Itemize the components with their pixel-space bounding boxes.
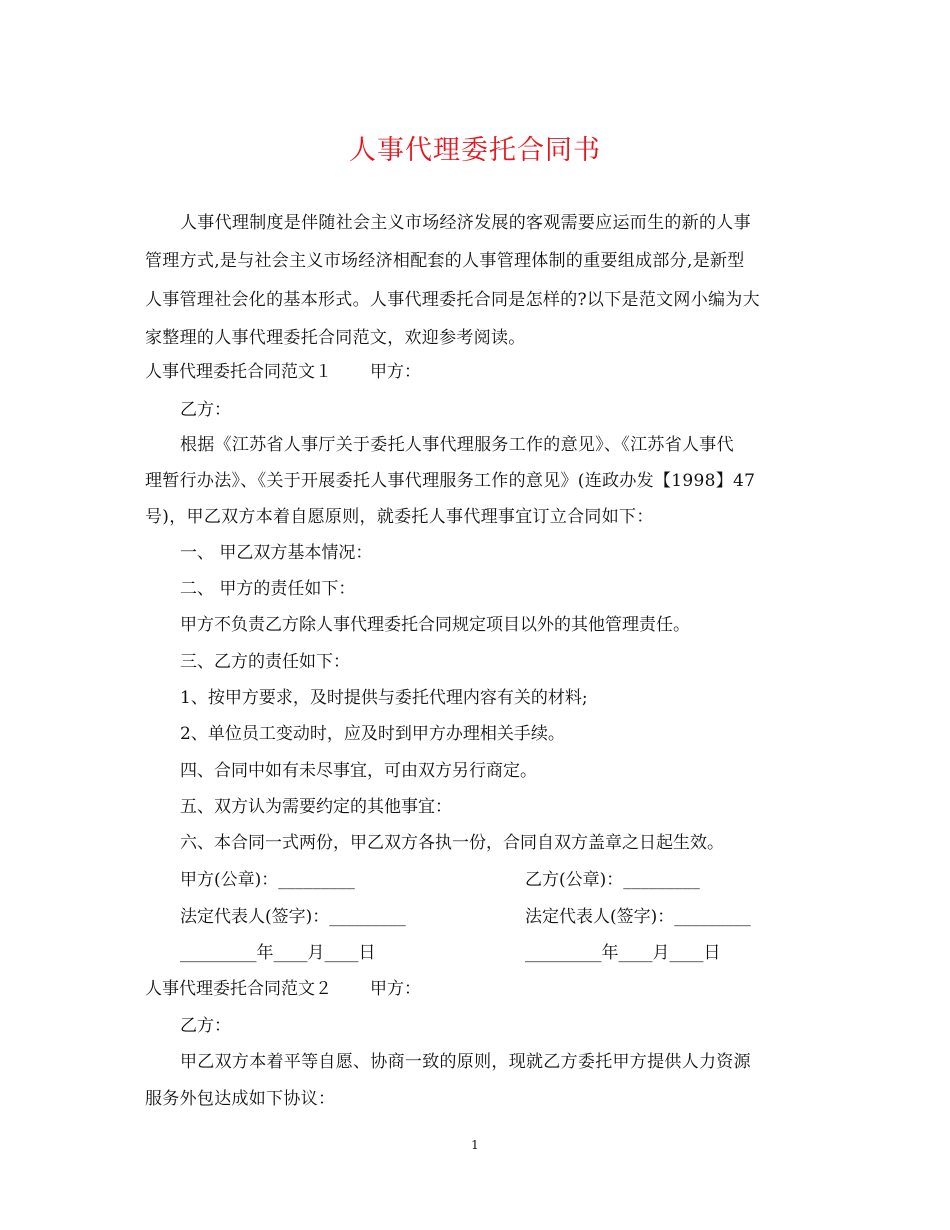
clause-item: 1、按甲方要求，及时提供与委托代理内容有关的材料; (180, 688, 588, 708)
clause-item: 二、 甲方的责任如下： (180, 579, 356, 599)
basis-line: 根据《江苏省人事厅关于委托人事代理服务工作的意见》、《江苏省人事代 (180, 435, 734, 455)
sample2-heading: 人事代理委托合同范文２ (145, 979, 332, 999)
clause-item: 六、本合同一式两份，甲乙双方各执一份，合同自双方盖章之日起生效。 (180, 833, 724, 853)
basis-line: 号)，甲乙双方本着自愿原则，就委托人事代理事宜订立合同如下： (145, 507, 654, 527)
sample2-line: 甲乙双方本着平等自愿、协商一致的原则，现就乙方委托甲方提供人力资源 (180, 1052, 751, 1072)
party-b-rep: 法定代表人(签字)：_________ (525, 907, 751, 927)
party-a-seal: 甲方(公章)：_________ (180, 870, 355, 890)
party-b-date: _________年____月____日 (525, 943, 721, 963)
basis-line: 理暂行办法》、《关于开展委托人事代理服务工作的意见》(连政办发【1998】47 (145, 471, 756, 491)
sample1-heading-row (145, 357, 421, 382)
clause-item: 2、单位员工变动时，应及时到甲方办理相关手续。 (180, 724, 565, 744)
intro-line: 人事管理社会化的基本形式。人事代理委托合同是怎样的?以下是范文网小编为大 (145, 290, 760, 310)
clause-item: 甲方不负责乙方除人事代理委托合同规定项目以外的其他管理责任。 (180, 615, 690, 635)
intro-line: 管理方式,是与社会主义市场经济相配套的人事管理体制的重要组成部分,是新型 (145, 251, 745, 271)
party-a-label: 甲方： (370, 979, 421, 999)
sample1-heading: 人事代理委托合同范文１ (145, 362, 332, 382)
clause-item: 三、乙方的责任如下： (180, 652, 350, 672)
party-a-label: 甲方： (370, 362, 421, 382)
party-a-rep: 法定代表人(签字)：_________ (180, 907, 406, 927)
clause-item: 一、 甲乙双方基本情况： (180, 543, 373, 563)
party-b-seal: 乙方(公章)：_________ (525, 870, 700, 890)
document-title: 人事代理委托合同书 (349, 135, 601, 166)
sample2-line: 服务外包达成如下协议： (145, 1089, 336, 1109)
intro-line: 人事代理制度是伴随社会主义市场经济发展的客观需要应运而生的新的人事 (180, 213, 751, 233)
party-b-label: 乙方： (180, 400, 231, 420)
intro-line: 家整理的人事代理委托合同范文，欢迎参考阅读。 (145, 328, 526, 348)
sample2-heading-row (145, 974, 421, 999)
party-b-label: 乙方： (180, 1016, 231, 1036)
clause-item: 五、双方认为需要约定的其他事宜： (180, 797, 452, 817)
page-number: 1 (471, 1138, 479, 1152)
party-a-date: _________年____月____日 (180, 943, 376, 963)
clause-item: 四、合同中如有未尽事宜，可由双方另行商定。 (180, 761, 537, 781)
